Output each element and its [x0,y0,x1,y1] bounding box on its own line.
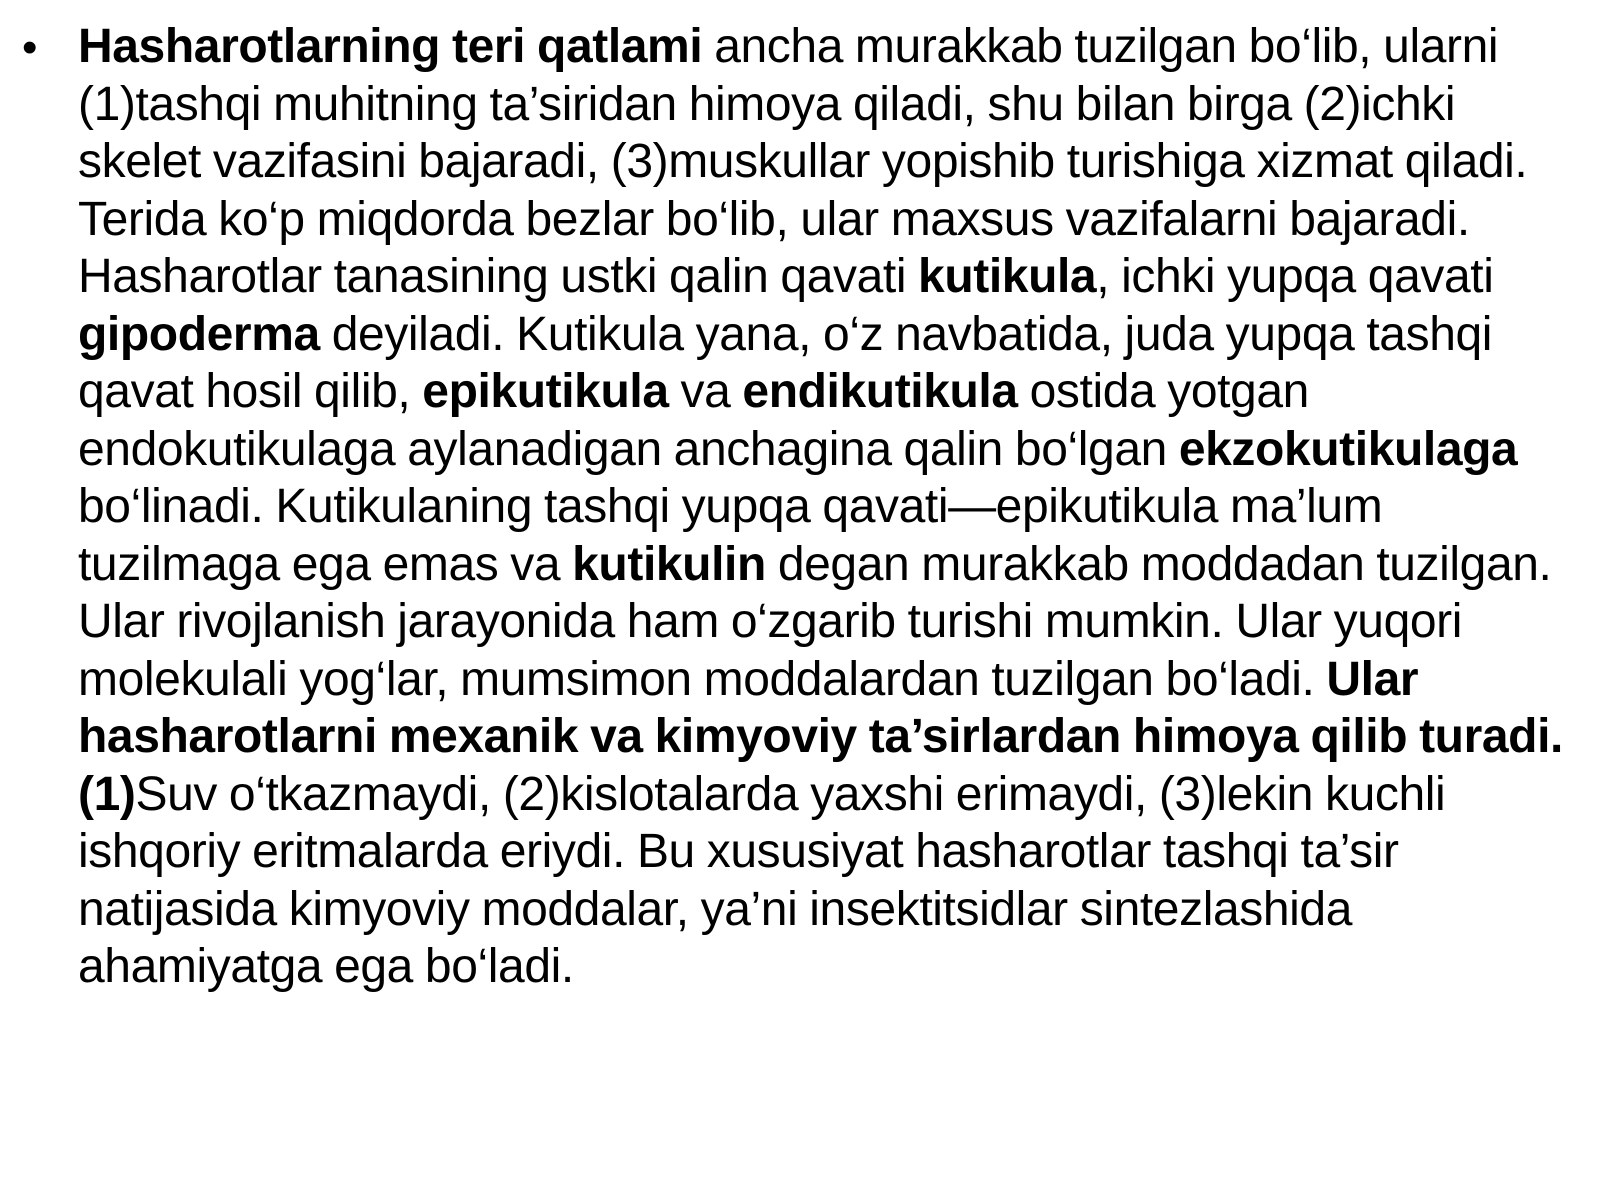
text-segment: bo‘linadi. Kutikulaning tashqi yupqa qavati—epikutikula ma’lum tuzilmaga ega emas va [78,480,1383,591]
body-paragraph [78,18,1583,996]
text-segment: ostida yotgan endokutikulaga aylanadigan anchagina qalin bo‘lgan [78,365,1309,476]
bold-term-endikutikula: endikutikula [742,365,1018,418]
bullet-point: • [22,23,38,72]
text-segment: ancha murakkab tuzilgan bo‘lib, ularni (1)tashqi muhitning ta’siridan himoya qiladi, shu bilan birga (2)ichki skelet vazifasini bajaradi, (3)muskullar yopishib turishiga xizmat qiladi. Terida ko‘p miqdorda bezlar bo‘lib, ular maxsus vazifalarni bajaradi. Hasharotlar tanasining ustki qalin qavati [78,20,1528,303]
bold-term-ekzokutikulaga: ekzokutikulaga [1178,422,1518,476]
text-segment: degan murakkab moddadan tuzilgan. Ular rivojlanish jarayonida ham o‘zgarib turishi mumkin. Ular yuqori molekulali yog‘lar, mumsimon moddalardan tuzilgan bo‘ladi. [78,537,1552,706]
bold-term-heading: Hasharotlarning teri qatlami [78,20,703,73]
bold-term-kutikulin: kutikulin [572,537,766,591]
bold-term-epikutikula: epikutikula [422,365,669,418]
bold-sentence-protection: Ular hasharotlarni mexanik va kimyoviy ta’sirlardan himoya qilib turadi. (1) [78,652,1563,821]
text-segment: deyiladi. Kutikula yana, o‘z navbatida, juda yupqa tashqi qavat hosil qilib, [78,307,1493,418]
bold-term-gipoderma: gipoderma [78,307,320,361]
text-segment: , ichki yupqa qavati [1096,250,1494,303]
text-segment: Suv o‘tkazmaydi, (2)kislotalarda yaxshi erimaydi, (3)lekin kuchli ishqoriy eritmalarda eriydi. Bu xususiyat hasharotlar tashqi ta’sir natijasida kimyoviy moddalar, ya’ni insektitsidlar sintezlashida ahamiyatga ega bo‘ladi. [78,767,1446,993]
text-segment: va [668,365,743,418]
bold-term-kutikula: kutikula [918,250,1097,303]
